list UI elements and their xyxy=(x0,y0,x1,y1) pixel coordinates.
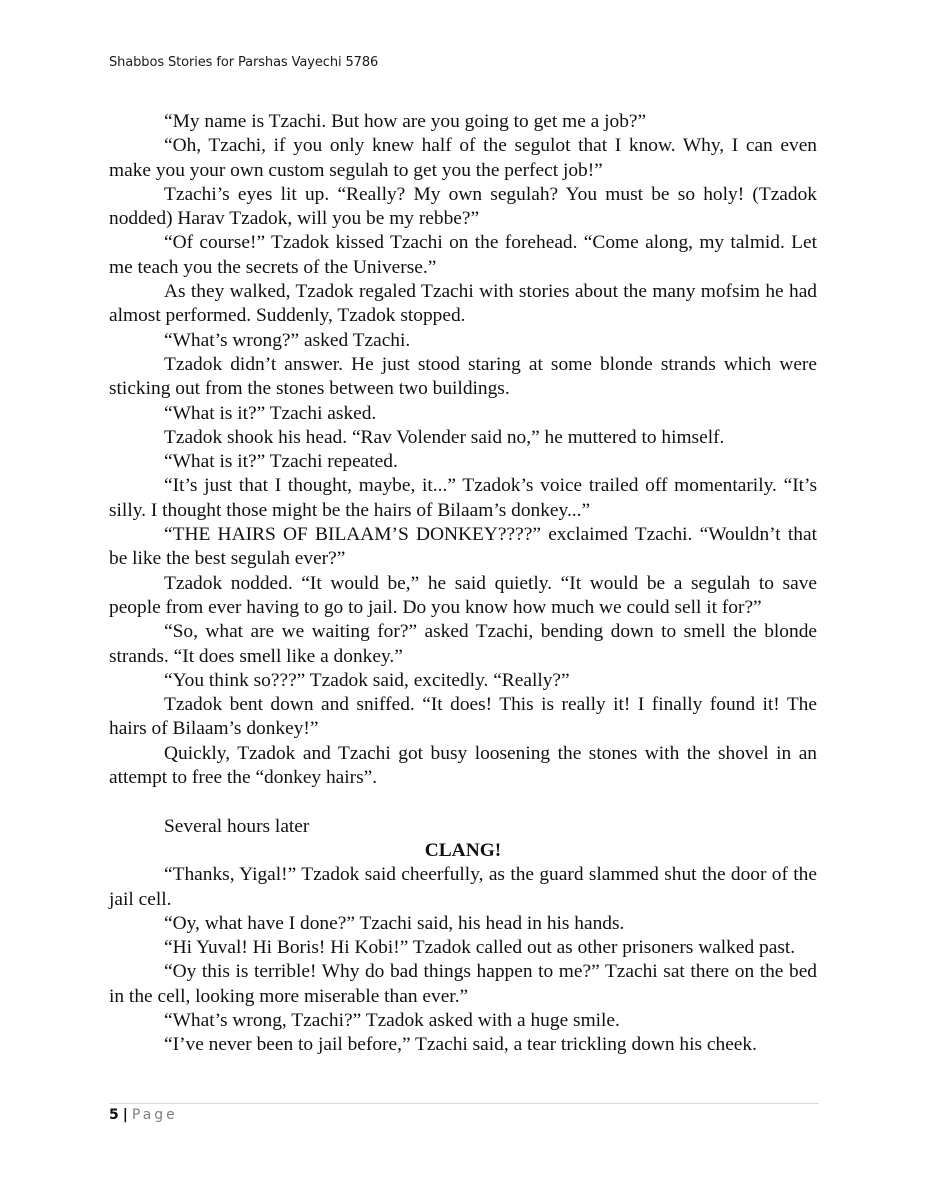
paragraph: “THE HAIRS OF BILAAM’S DONKEY????” exclaimed Tzachi. “Wouldn’t that be like the best segulah ever?” xyxy=(109,524,817,570)
paragraph: Tzadok nodded. “It would be,” he said quietly. “It would be a segulah to save people from ever having to go to jail. Do you know how much we could sell it for?” xyxy=(109,572,817,618)
paragraph: “I’ve never been to jail before,” Tzachi said, a tear trickling down his cheek. xyxy=(164,1034,757,1056)
running-header: Shabbos Stories for Parshas Vayechi 5786 xyxy=(109,55,379,70)
paragraph: “Oy this is terrible! Why do bad things happen to me?” Tzachi sat there on the bed in the cell, looking more miserable than ever.” xyxy=(109,961,817,1007)
paragraph: “What is it?” Tzachi repeated. xyxy=(164,451,398,473)
paragraph: “My name is Tzachi. But how are you going to get me a job?” xyxy=(164,111,647,132)
scene-transition: Several hours later xyxy=(164,815,310,837)
paragraph: “What’s wrong, Tzachi?” Tzadok asked with a huge smile. xyxy=(164,1009,620,1031)
paragraph: Tzadok bent down and sniffed. “It does! This is really it! I finally found it! The hairs of Bilaam’s donkey!” xyxy=(109,694,817,740)
paragraph: “It’s just that I thought, maybe, it...” Tzadok’s voice trailed off momentarily. “It’s silly. I thought those might be the hairs of Bilaam’s donkey...” xyxy=(109,475,817,521)
paragraph: Tzadok didn’t answer. He just stood staring at some blonde strands which were sticking out from the stones between two buildings. xyxy=(109,353,817,400)
paragraph: As they walked, Tzadok regaled Tzachi with stories about the many mofsim he had almost performed. Suddenly, Tzadok stopped. xyxy=(109,281,817,327)
page-number: 5 xyxy=(109,1107,119,1123)
paragraph: “Of course!” Tzadok kissed Tzachi on the forehead. “Come along, my talmid. Let me teach you the secrets of the Universe.” xyxy=(109,232,817,278)
paragraph: Tzadok shook his head. “Rav Volender said no,” he muttered to himself. xyxy=(164,426,725,448)
paragraph: “Hi Yuval! Hi Boris! Hi Kobi!” Tzadok called out as other prisoners walked past. xyxy=(164,937,796,959)
paragraph: Quickly, Tzadok and Tzachi got busy loosening the stones with the shovel in an attempt to free the “donkey hairs”. xyxy=(109,742,817,789)
paragraph: “Thanks, Yigal!” Tzadok said cheerfully, as the guard slammed shut the door of the jail cell. xyxy=(109,864,817,910)
footer-divider xyxy=(109,1103,819,1104)
paragraph: “Oh, Tzachi, if you only knew half of the segulot that I know. Why, I can even make you your own custom segulah to get you the perfect job!” xyxy=(109,135,817,181)
page-label: Page xyxy=(131,1107,178,1123)
paragraph: “Oy, what have I done?” Tzachi said, his head in his hands. xyxy=(164,912,625,934)
sound-effect-heading: CLANG! xyxy=(424,839,502,861)
paragraph: “You think so???” Tzadok said, excitedly. “Really?” xyxy=(164,669,570,691)
paragraph: “What’s wrong?” asked Tzachi. xyxy=(164,329,411,351)
paragraph-spacer xyxy=(109,790,817,814)
paragraph: Tzachi’s eyes lit up. “Really? My own segulah? You must be so holy! (Tzadok nodded) Harav Tzadok, will you be my rebbe?” xyxy=(109,183,817,230)
page-footer xyxy=(109,1107,178,1123)
story-body xyxy=(109,110,817,1058)
footer-separator: | xyxy=(122,1107,128,1123)
paragraph: “What is it?” Tzachi asked. xyxy=(164,402,377,424)
paragraph: “So, what are we waiting for?” asked Tzachi, bending down to smell the blonde strands. “It does smell like a donkey.” xyxy=(109,621,817,667)
